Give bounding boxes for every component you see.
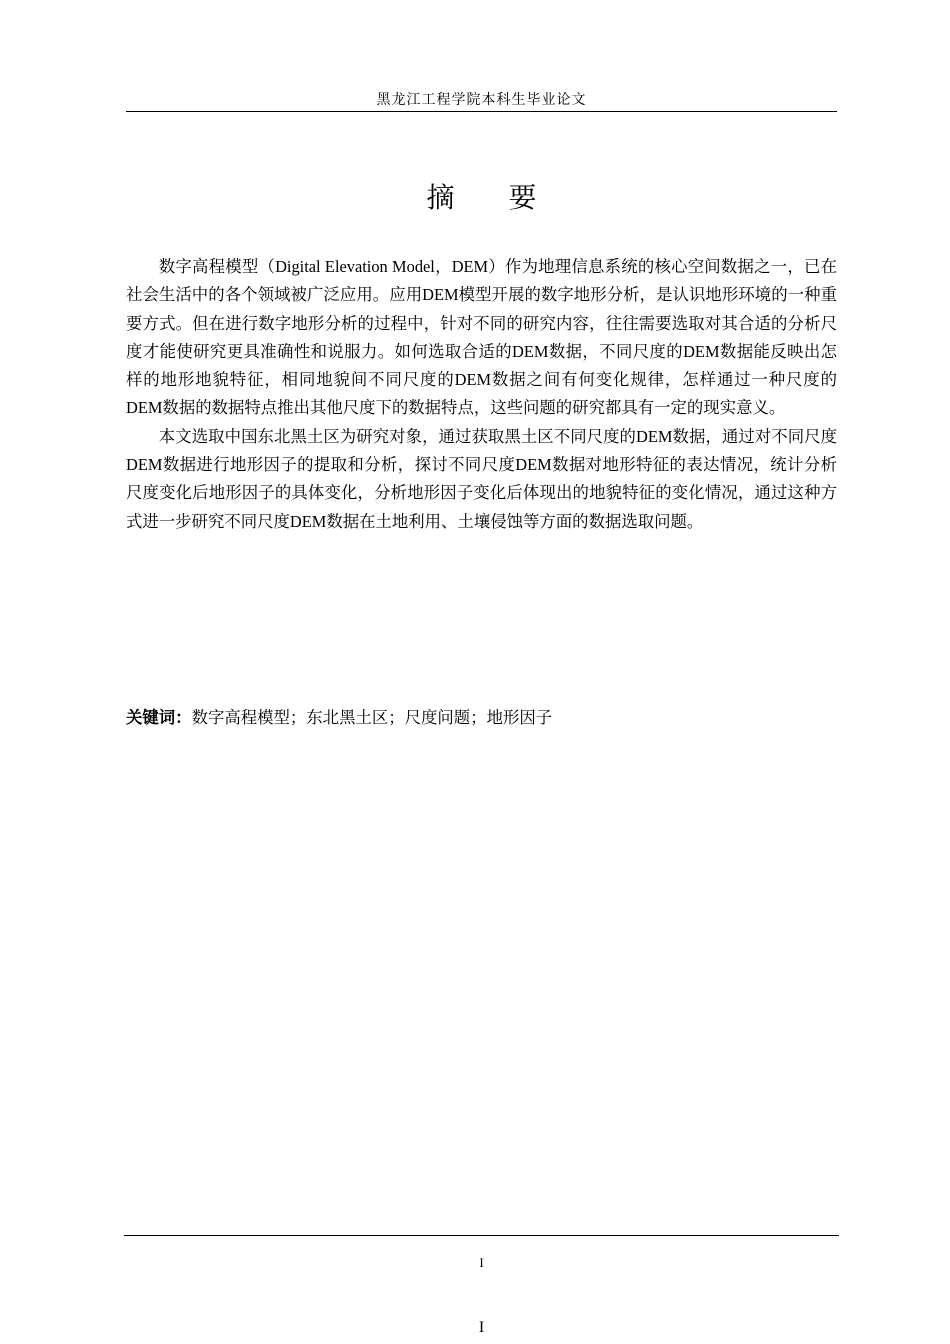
abstract-title-char-1: 摘 bbox=[426, 181, 455, 214]
keywords-text: 数字高程模型；东北黑土区；尺度问题；地形因子 bbox=[191, 708, 553, 727]
abstract-paragraph-2: 本文选取中国东北黑土区为研究对象，通过获取黑土区不同尺度的DEM数据，通过对不同尺度DEM数据进行地形因子的提取和分析，探讨不同尺度DEM数据对地形特征的表达情况，统计分析尺度变化后地形因子的具体变化，分析地形因子变化后体现出的地貌特征的变化情况，通过这种方式进一步研究不同尺度DEM数据在土地利用、土壤侵蚀等方面的数据选取问题。 bbox=[126, 426, 837, 531]
abstract-title bbox=[126, 178, 837, 218]
header-rule bbox=[126, 111, 837, 112]
abstract-title-char-2: 要 bbox=[508, 181, 537, 214]
keywords-label: 关键词： bbox=[126, 708, 192, 727]
abstract-paragraph-1: 数字高程模型（Digital Elevation Model，DEM）作为地理信息系统的核心空间数据之一，已在社会生活中的各个领域被广泛应用。应用DEM模型开展的数字地形分析，是认识地形环境的一种重要方式。但在进行数字地形分析的过程中，针对不同的研究内容，往往需要选取对其合适的分析尺度才能使研究更具准确性和说服力。如何选取合适的DEM数据，不同尺度的DEM数据能反映出怎样的地形地貌特征，相同地貌间不同尺度的DEM数据之间有何变化规律，怎样通过一种尺度的DEM数据的数据特点推出其他尺度下的数据特点，这些问题的研究都具有一定的现实意义。 bbox=[126, 257, 837, 418]
running-header: 黑龙江工程学院本科生毕业论文 bbox=[376, 92, 587, 108]
keywords-line bbox=[126, 704, 837, 732]
abstract-body bbox=[126, 253, 837, 536]
footer-rule bbox=[124, 1235, 839, 1236]
page-number: I bbox=[479, 1255, 484, 1270]
page-number-repeat: I bbox=[478, 1319, 485, 1336]
